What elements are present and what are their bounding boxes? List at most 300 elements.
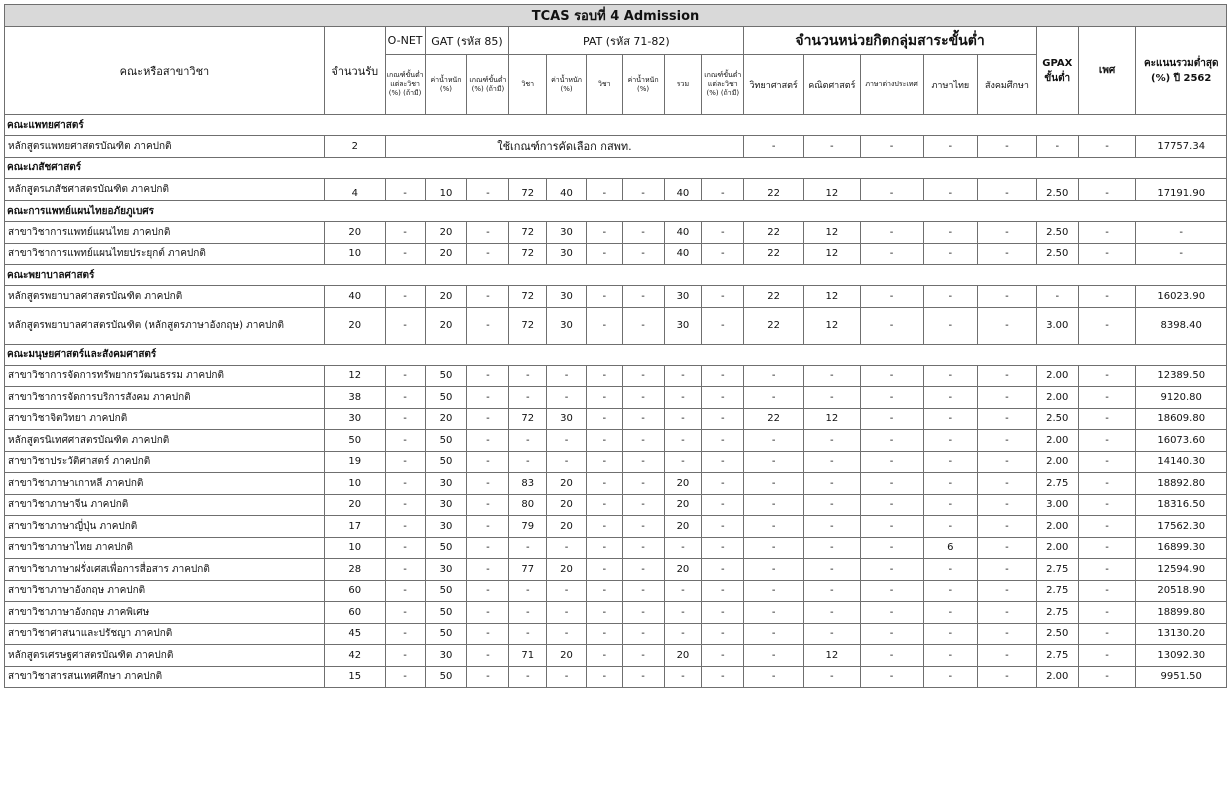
- onet-min-value: -: [385, 537, 425, 559]
- gpax-value: 2.50: [1036, 408, 1078, 430]
- pat-total-value: 40: [664, 178, 702, 201]
- gat-weight-value: 20: [425, 307, 467, 344]
- pat-weight-2-value: -: [622, 602, 664, 624]
- header-onet: O-NET: [385, 27, 425, 55]
- min-score-value: 17757.34: [1136, 136, 1227, 158]
- pat-subject-1-value: -: [509, 602, 547, 624]
- pat-weight-2-value: -: [622, 645, 664, 667]
- foreign-language-value: -: [860, 307, 923, 344]
- onet-min-value: -: [385, 580, 425, 602]
- pat-weight-2-value: -: [622, 178, 664, 201]
- pat-min-value: -: [702, 286, 744, 308]
- pat-weight-1-value: -: [547, 430, 587, 452]
- pat-total-value: -: [664, 365, 702, 387]
- gat-weight-value: 20: [425, 222, 467, 244]
- pat-subject-1-value: 71: [509, 645, 547, 667]
- math-value: -: [804, 623, 861, 645]
- header-gat-min: เกณฑ์ขั้นต่ำ (%) (ถ้ามี): [467, 55, 509, 115]
- pat-total-value: -: [664, 580, 702, 602]
- math-value: -: [804, 451, 861, 473]
- header-pat-total: รวม: [664, 55, 702, 115]
- program-name: สาขาวิชาภาษาญี่ปุ่น ภาคปกติ: [5, 516, 325, 538]
- pat-subject-1-value: -: [509, 666, 547, 688]
- science-value: -: [744, 136, 804, 158]
- onet-min-value: -: [385, 473, 425, 495]
- foreign-language-value: -: [860, 451, 923, 473]
- pat-min-value: -: [702, 365, 744, 387]
- science-value: -: [744, 494, 804, 516]
- science-value: 22: [744, 222, 804, 244]
- gat-weight-value: 10: [425, 178, 467, 201]
- gpax-value: 2.00: [1036, 537, 1078, 559]
- header-sex: เพศ: [1078, 27, 1136, 115]
- pat-min-value: -: [702, 666, 744, 688]
- science-value: -: [744, 537, 804, 559]
- program-name: สาขาวิชาจิตวิทยา ภาคปกติ: [5, 408, 325, 430]
- math-value: -: [804, 430, 861, 452]
- sex-value: -: [1078, 307, 1136, 344]
- social-value: -: [978, 408, 1037, 430]
- science-value: -: [744, 580, 804, 602]
- gat-weight-value: 30: [425, 516, 467, 538]
- gat-min-value: -: [467, 666, 509, 688]
- pat-weight-2-value: -: [622, 451, 664, 473]
- thai-value: -: [923, 516, 978, 538]
- pat-weight-1-value: -: [547, 666, 587, 688]
- faculty-name: คณะมนุษยศาสตร์และสังคมศาสตร์: [5, 344, 1227, 365]
- gat-min-value: -: [467, 602, 509, 624]
- pat-subject-2-value: -: [586, 451, 622, 473]
- gat-min-value: -: [467, 473, 509, 495]
- sex-value: -: [1078, 580, 1136, 602]
- social-value: -: [978, 430, 1037, 452]
- sex-value: -: [1078, 408, 1136, 430]
- gpax-value: 2.75: [1036, 559, 1078, 581]
- sex-value: -: [1078, 666, 1136, 688]
- social-value: -: [978, 365, 1037, 387]
- pat-subject-1-value: 72: [509, 243, 547, 265]
- foreign-language-value: -: [860, 559, 923, 581]
- header-program: คณะหรือสาขาวิชา: [5, 27, 325, 115]
- foreign-language-value: -: [860, 178, 923, 201]
- pat-min-value: -: [702, 602, 744, 624]
- capacity-value: 12: [324, 365, 385, 387]
- capacity-value: 10: [324, 473, 385, 495]
- gpax-value: 2.75: [1036, 602, 1078, 624]
- pat-subject-1-value: -: [509, 580, 547, 602]
- pat-subject-2-value: -: [586, 645, 622, 667]
- math-value: -: [804, 473, 861, 495]
- gpax-value: 2.00: [1036, 387, 1078, 409]
- pat-weight-1-value: -: [547, 387, 587, 409]
- pat-weight-1-value: -: [547, 623, 587, 645]
- pat-weight-2-value: -: [622, 580, 664, 602]
- table-row: [5, 178, 1227, 201]
- gat-weight-value: 20: [425, 408, 467, 430]
- gpax-value: 2.00: [1036, 430, 1078, 452]
- capacity-value: 17: [324, 516, 385, 538]
- gpax-value: 2.75: [1036, 473, 1078, 495]
- min-score-value: 12594.90: [1136, 559, 1227, 581]
- sex-value: -: [1078, 537, 1136, 559]
- science-value: 22: [744, 286, 804, 308]
- foreign-language-value: -: [860, 387, 923, 409]
- pat-weight-2-value: -: [622, 559, 664, 581]
- table-row: [5, 516, 1227, 538]
- pat-total-value: -: [664, 387, 702, 409]
- gat-weight-value: 30: [425, 645, 467, 667]
- table-row: [5, 451, 1227, 473]
- pat-subject-1-value: -: [509, 387, 547, 409]
- capacity-value: 38: [324, 387, 385, 409]
- pat-weight-2-value: -: [622, 516, 664, 538]
- math-value: 12: [804, 178, 861, 201]
- gpax-value: 2.50: [1036, 222, 1078, 244]
- math-value: -: [804, 559, 861, 581]
- thai-value: -: [923, 307, 978, 344]
- gat-weight-value: 50: [425, 365, 467, 387]
- pat-min-value: -: [702, 307, 744, 344]
- pat-weight-2-value: -: [622, 307, 664, 344]
- gat-min-value: -: [467, 516, 509, 538]
- foreign-language-value: -: [860, 666, 923, 688]
- pat-min-value: -: [702, 473, 744, 495]
- onet-min-value: -: [385, 387, 425, 409]
- pat-subject-1-value: -: [509, 537, 547, 559]
- min-score-value: 16023.90: [1136, 286, 1227, 308]
- min-score-value: 14140.30: [1136, 451, 1227, 473]
- header-foreign-language: ภาษาต่างประเทศ: [860, 55, 923, 115]
- capacity-value: 40: [324, 286, 385, 308]
- onet-min-value: -: [385, 559, 425, 581]
- program-name: หลักสูตรพยาบาลศาสตรบัณฑิต (หลักสูตรภาษาอังกฤษ) ภาคปกติ: [5, 307, 325, 344]
- capacity-value: 50: [324, 430, 385, 452]
- social-value: -: [978, 307, 1037, 344]
- thai-value: -: [923, 623, 978, 645]
- table-row: [5, 430, 1227, 452]
- math-value: 12: [804, 408, 861, 430]
- gat-weight-value: 50: [425, 623, 467, 645]
- pat-weight-2-value: -: [622, 387, 664, 409]
- pat-subject-1-value: 72: [509, 286, 547, 308]
- sex-value: -: [1078, 516, 1136, 538]
- pat-subject-1-value: 80: [509, 494, 547, 516]
- gat-min-value: -: [467, 286, 509, 308]
- thai-value: -: [923, 666, 978, 688]
- gpax-value: -: [1036, 286, 1078, 308]
- social-value: -: [978, 602, 1037, 624]
- science-value: -: [744, 602, 804, 624]
- pat-subject-2-value: -: [586, 365, 622, 387]
- capacity-value: 15: [324, 666, 385, 688]
- math-value: -: [804, 387, 861, 409]
- science-value: -: [744, 451, 804, 473]
- capacity-value: 10: [324, 537, 385, 559]
- header-pat: PAT (รหัส 71-82): [509, 27, 744, 55]
- pat-min-value: -: [702, 387, 744, 409]
- thai-value: -: [923, 365, 978, 387]
- capacity-value: 20: [324, 494, 385, 516]
- pat-min-value: -: [702, 178, 744, 201]
- min-score-value: 16899.30: [1136, 537, 1227, 559]
- faculty-name: คณะพยาบาลศาสตร์: [5, 265, 1227, 286]
- pat-weight-2-value: -: [622, 473, 664, 495]
- pat-subject-1-value: 83: [509, 473, 547, 495]
- thai-value: -: [923, 559, 978, 581]
- sex-value: -: [1078, 494, 1136, 516]
- gat-weight-value: 30: [425, 559, 467, 581]
- pat-total-value: 30: [664, 307, 702, 344]
- pat-weight-2-value: -: [622, 430, 664, 452]
- social-value: -: [978, 494, 1037, 516]
- foreign-language-value: -: [860, 623, 923, 645]
- table-row: [5, 623, 1227, 645]
- social-value: -: [978, 136, 1037, 158]
- science-value: -: [744, 365, 804, 387]
- foreign-language-value: -: [860, 365, 923, 387]
- table-row: [5, 645, 1227, 667]
- gpax-value: 2.75: [1036, 645, 1078, 667]
- faculty-row: [5, 115, 1227, 136]
- math-value: -: [804, 516, 861, 538]
- faculty-name: คณะการแพทย์แผนไทยอภัยภูเบศร: [5, 201, 1227, 222]
- thai-value: -: [923, 451, 978, 473]
- pat-total-value: 20: [664, 473, 702, 495]
- gat-min-value: -: [467, 178, 509, 201]
- onet-min-value: -: [385, 286, 425, 308]
- min-score-value: 9951.50: [1136, 666, 1227, 688]
- header-pat-subject-2: วิชา: [586, 55, 622, 115]
- foreign-language-value: -: [860, 537, 923, 559]
- header-gpax: GPAX ขั้นต่ำ: [1036, 27, 1078, 115]
- header-pat-weight-2: ค่าน้ำหนัก (%): [622, 55, 664, 115]
- table-row: [5, 243, 1227, 265]
- math-value: -: [804, 365, 861, 387]
- foreign-language-value: -: [860, 286, 923, 308]
- pat-weight-2-value: -: [622, 408, 664, 430]
- science-value: 22: [744, 408, 804, 430]
- table-row: [5, 666, 1227, 688]
- science-value: -: [744, 559, 804, 581]
- pat-weight-1-value: -: [547, 365, 587, 387]
- foreign-language-value: -: [860, 602, 923, 624]
- pat-total-value: -: [664, 666, 702, 688]
- math-value: 12: [804, 286, 861, 308]
- math-value: 12: [804, 222, 861, 244]
- foreign-language-value: -: [860, 222, 923, 244]
- gat-min-value: -: [467, 222, 509, 244]
- min-score-value: 18609.80: [1136, 408, 1227, 430]
- foreign-language-value: -: [860, 136, 923, 158]
- table-row: [5, 307, 1227, 344]
- pat-weight-2-value: -: [622, 537, 664, 559]
- capacity-value: 20: [324, 307, 385, 344]
- thai-value: -: [923, 408, 978, 430]
- gat-min-value: -: [467, 580, 509, 602]
- social-value: -: [978, 666, 1037, 688]
- min-score-value: -: [1136, 222, 1227, 244]
- pat-subject-1-value: -: [509, 365, 547, 387]
- gat-min-value: -: [467, 645, 509, 667]
- pat-weight-2-value: -: [622, 666, 664, 688]
- pat-weight-1-value: 40: [547, 178, 587, 201]
- math-value: -: [804, 666, 861, 688]
- thai-value: -: [923, 243, 978, 265]
- pat-subject-2-value: -: [586, 602, 622, 624]
- thai-value: -: [923, 645, 978, 667]
- gat-min-value: -: [467, 623, 509, 645]
- math-value: -: [804, 580, 861, 602]
- header-science: วิทยาศาสตร์: [744, 55, 804, 115]
- program-name: สาขาวิชาภาษาฝรั่งเศสเพื่อการสื่อสาร ภาคปกติ: [5, 559, 325, 581]
- onet-min-value: -: [385, 307, 425, 344]
- sex-value: -: [1078, 430, 1136, 452]
- gpax-value: 2.00: [1036, 666, 1078, 688]
- pat-weight-2-value: -: [622, 286, 664, 308]
- header-pat-weight-1: ค่าน้ำหนัก (%): [547, 55, 587, 115]
- pat-subject-2-value: -: [586, 243, 622, 265]
- gat-min-value: -: [467, 365, 509, 387]
- pat-total-value: 20: [664, 494, 702, 516]
- program-name: สาขาวิชาภาษาอังกฤษ ภาคปกติ: [5, 580, 325, 602]
- header-min-score: คะแนนรวมต่ำสุด (%) ปี 2562: [1136, 27, 1227, 115]
- min-score-value: 9120.80: [1136, 387, 1227, 409]
- admission-table: [4, 4, 1227, 688]
- gat-weight-value: 20: [425, 243, 467, 265]
- capacity-value: 30: [324, 408, 385, 430]
- gat-min-value: -: [467, 537, 509, 559]
- pat-min-value: -: [702, 408, 744, 430]
- program-name: สาขาวิชาการแพทย์แผนไทยประยุกต์ ภาคปกติ: [5, 243, 325, 265]
- capacity-value: 10: [324, 243, 385, 265]
- faculty-row: [5, 201, 1227, 222]
- science-value: -: [744, 623, 804, 645]
- program-name: หลักสูตรพยาบาลศาสตรบัณฑิต ภาคปกติ: [5, 286, 325, 308]
- social-value: -: [978, 559, 1037, 581]
- gpax-value: 2.75: [1036, 580, 1078, 602]
- gpax-value: 3.00: [1036, 307, 1078, 344]
- pat-total-value: -: [664, 451, 702, 473]
- table-row: [5, 537, 1227, 559]
- table-row: [5, 473, 1227, 495]
- science-value: -: [744, 516, 804, 538]
- pat-weight-1-value: -: [547, 451, 587, 473]
- onet-min-value: -: [385, 666, 425, 688]
- table-row: [5, 387, 1227, 409]
- thai-value: -: [923, 222, 978, 244]
- gpax-value: 2.00: [1036, 516, 1078, 538]
- pat-weight-2-value: -: [622, 494, 664, 516]
- pat-subject-2-value: -: [586, 473, 622, 495]
- header-capacity: จำนวนรับ: [324, 27, 385, 115]
- header-math: คณิตศาสตร์: [804, 55, 861, 115]
- foreign-language-value: -: [860, 494, 923, 516]
- pat-subject-2-value: -: [586, 537, 622, 559]
- pat-subject-1-value: -: [509, 451, 547, 473]
- capacity-value: 2: [324, 136, 385, 158]
- header-credits: จำนวนหน่วยกิตกลุ่มสาระขั้นต่ำ: [744, 27, 1037, 55]
- pat-subject-2-value: -: [586, 387, 622, 409]
- social-value: -: [978, 645, 1037, 667]
- min-score-value: 18899.80: [1136, 602, 1227, 624]
- table-title: TCAS รอบที่ 4 Admission: [5, 5, 1227, 27]
- table-row: [5, 222, 1227, 244]
- pat-subject-2-value: -: [586, 494, 622, 516]
- capacity-value: 45: [324, 623, 385, 645]
- sex-value: -: [1078, 178, 1136, 201]
- pat-weight-1-value: -: [547, 602, 587, 624]
- sex-value: -: [1078, 243, 1136, 265]
- gat-weight-value: 50: [425, 602, 467, 624]
- pat-subject-1-value: -: [509, 430, 547, 452]
- min-score-value: 16073.60: [1136, 430, 1227, 452]
- gat-weight-value: 50: [425, 537, 467, 559]
- sex-value: -: [1078, 473, 1136, 495]
- pat-weight-2-value: -: [622, 365, 664, 387]
- pat-subject-1-value: 77: [509, 559, 547, 581]
- pat-min-value: -: [702, 516, 744, 538]
- science-value: 22: [744, 243, 804, 265]
- gpax-value: 2.00: [1036, 365, 1078, 387]
- table-row: [5, 580, 1227, 602]
- social-value: -: [978, 286, 1037, 308]
- gpax-value: 3.00: [1036, 494, 1078, 516]
- program-name: สาขาวิชาสารสนเทศศึกษา ภาคปกติ: [5, 666, 325, 688]
- faculty-row: [5, 265, 1227, 286]
- social-value: -: [978, 473, 1037, 495]
- pat-subject-1-value: 72: [509, 307, 547, 344]
- gat-min-value: -: [467, 307, 509, 344]
- pat-subject-2-value: -: [586, 307, 622, 344]
- onet-min-value: -: [385, 365, 425, 387]
- table-row: [5, 286, 1227, 308]
- sex-value: -: [1078, 559, 1136, 581]
- pat-subject-1-value: 72: [509, 222, 547, 244]
- onet-min-value: -: [385, 408, 425, 430]
- pat-total-value: 20: [664, 645, 702, 667]
- pat-min-value: -: [702, 451, 744, 473]
- pat-min-value: -: [702, 222, 744, 244]
- program-name: สาขาวิชาภาษาเกาหลี ภาคปกติ: [5, 473, 325, 495]
- thai-value: -: [923, 286, 978, 308]
- social-value: -: [978, 516, 1037, 538]
- pat-min-value: -: [702, 580, 744, 602]
- table-row: [5, 408, 1227, 430]
- gat-min-value: -: [467, 494, 509, 516]
- gpax-value: 2.50: [1036, 178, 1078, 201]
- special-criteria: ใช้เกณฑ์การคัดเลือก กสพท.: [385, 136, 744, 158]
- onet-min-value: -: [385, 645, 425, 667]
- onet-min-value: -: [385, 178, 425, 201]
- pat-weight-1-value: 30: [547, 222, 587, 244]
- gpax-value: 2.50: [1036, 243, 1078, 265]
- pat-subject-2-value: -: [586, 178, 622, 201]
- header-onet-min: เกณฑ์ขั้นต่ำแต่ละวิชา (%) (ถ้ามี): [385, 55, 425, 115]
- foreign-language-value: -: [860, 580, 923, 602]
- program-name: สาขาวิชาการจัดการทรัพยากรวัฒนธรรม ภาคปกติ: [5, 365, 325, 387]
- pat-weight-1-value: -: [547, 537, 587, 559]
- pat-weight-1-value: 30: [547, 286, 587, 308]
- science-value: -: [744, 473, 804, 495]
- pat-min-value: -: [702, 243, 744, 265]
- min-score-value: 18892.80: [1136, 473, 1227, 495]
- social-value: -: [978, 243, 1037, 265]
- pat-subject-2-value: -: [586, 623, 622, 645]
- pat-min-value: -: [702, 494, 744, 516]
- math-value: 12: [804, 307, 861, 344]
- math-value: -: [804, 602, 861, 624]
- min-score-value: 13130.20: [1136, 623, 1227, 645]
